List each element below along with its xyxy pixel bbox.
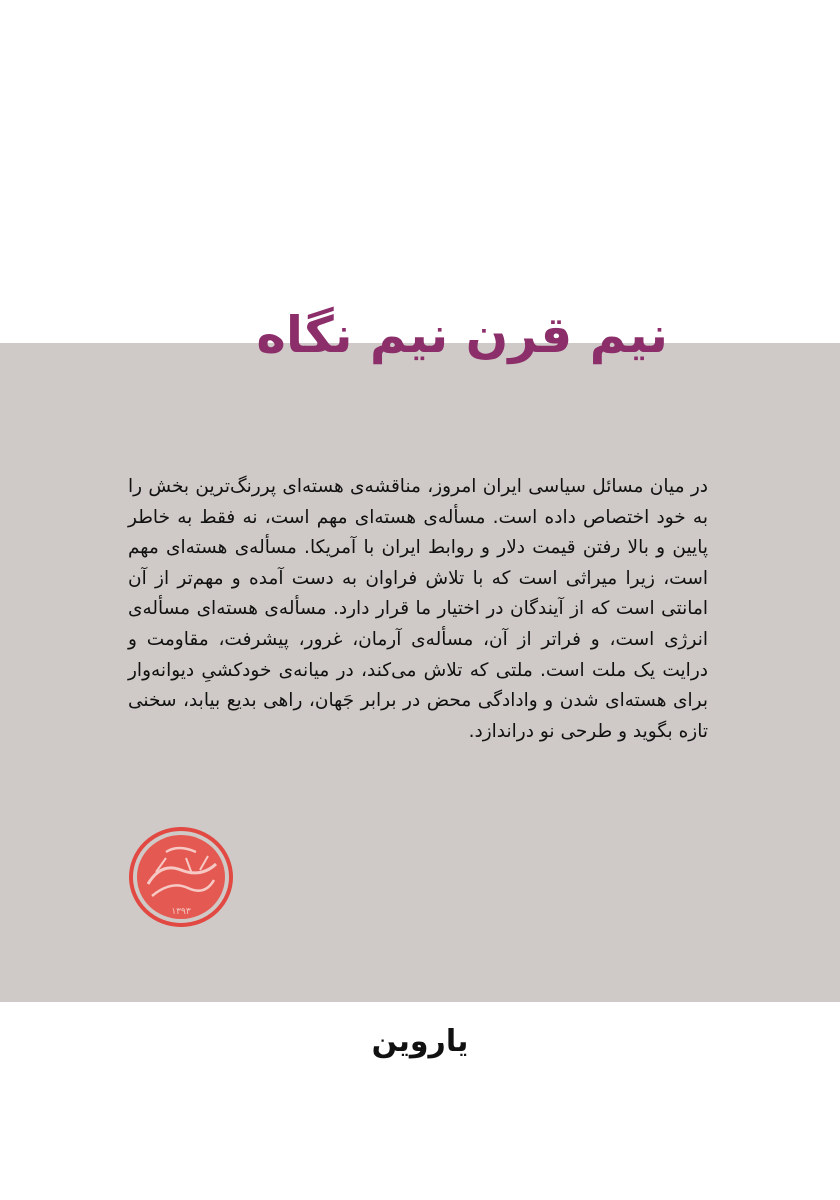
author-seal-stamp	[126, 822, 236, 932]
back-cover-description: در میان مسائل سیاسی ایران امروز، مناقشه‌ی هسته‌ای پررنگ‌ترین بخش را به خود اختصاص داده است. مسأله‌ی هسته‌ای مهم است، نه فقط به خاطر پایین و بالا رفتن قیمت دلار و روابط ایران با آمریکا. مسأله‌ی هسته‌ای مهم است، زیرا میراثی است که با تلاش فراوان به دست آمده و مهم‌تر از آن امانتی است که از آیندگان در اختیار ما قرار دارد. مسأله‌ی هسته‌ای مسأله‌ی انرژی است، و فراتر از آن، مسأله‌ی آرمان، غرور، پیشرفت، مقاومت و درایت یک ملت است. ملتی که تلاش می‌کند، در میانه‌ی خودکشیِ دیوانه‌وار برای هسته‌ای شدن و وادادگی محض در برابر جَهان، راهی بدیع بیابد، سخنی تازه بگوید و طرحی نو دراندازد.	[128, 476, 708, 742]
book-title: نیم قرن نیم نگاه	[256, 306, 668, 364]
publisher-name: یاروین	[371, 1024, 469, 1059]
svg-text:۱۳۹۳: ۱۳۹۳	[171, 907, 191, 917]
